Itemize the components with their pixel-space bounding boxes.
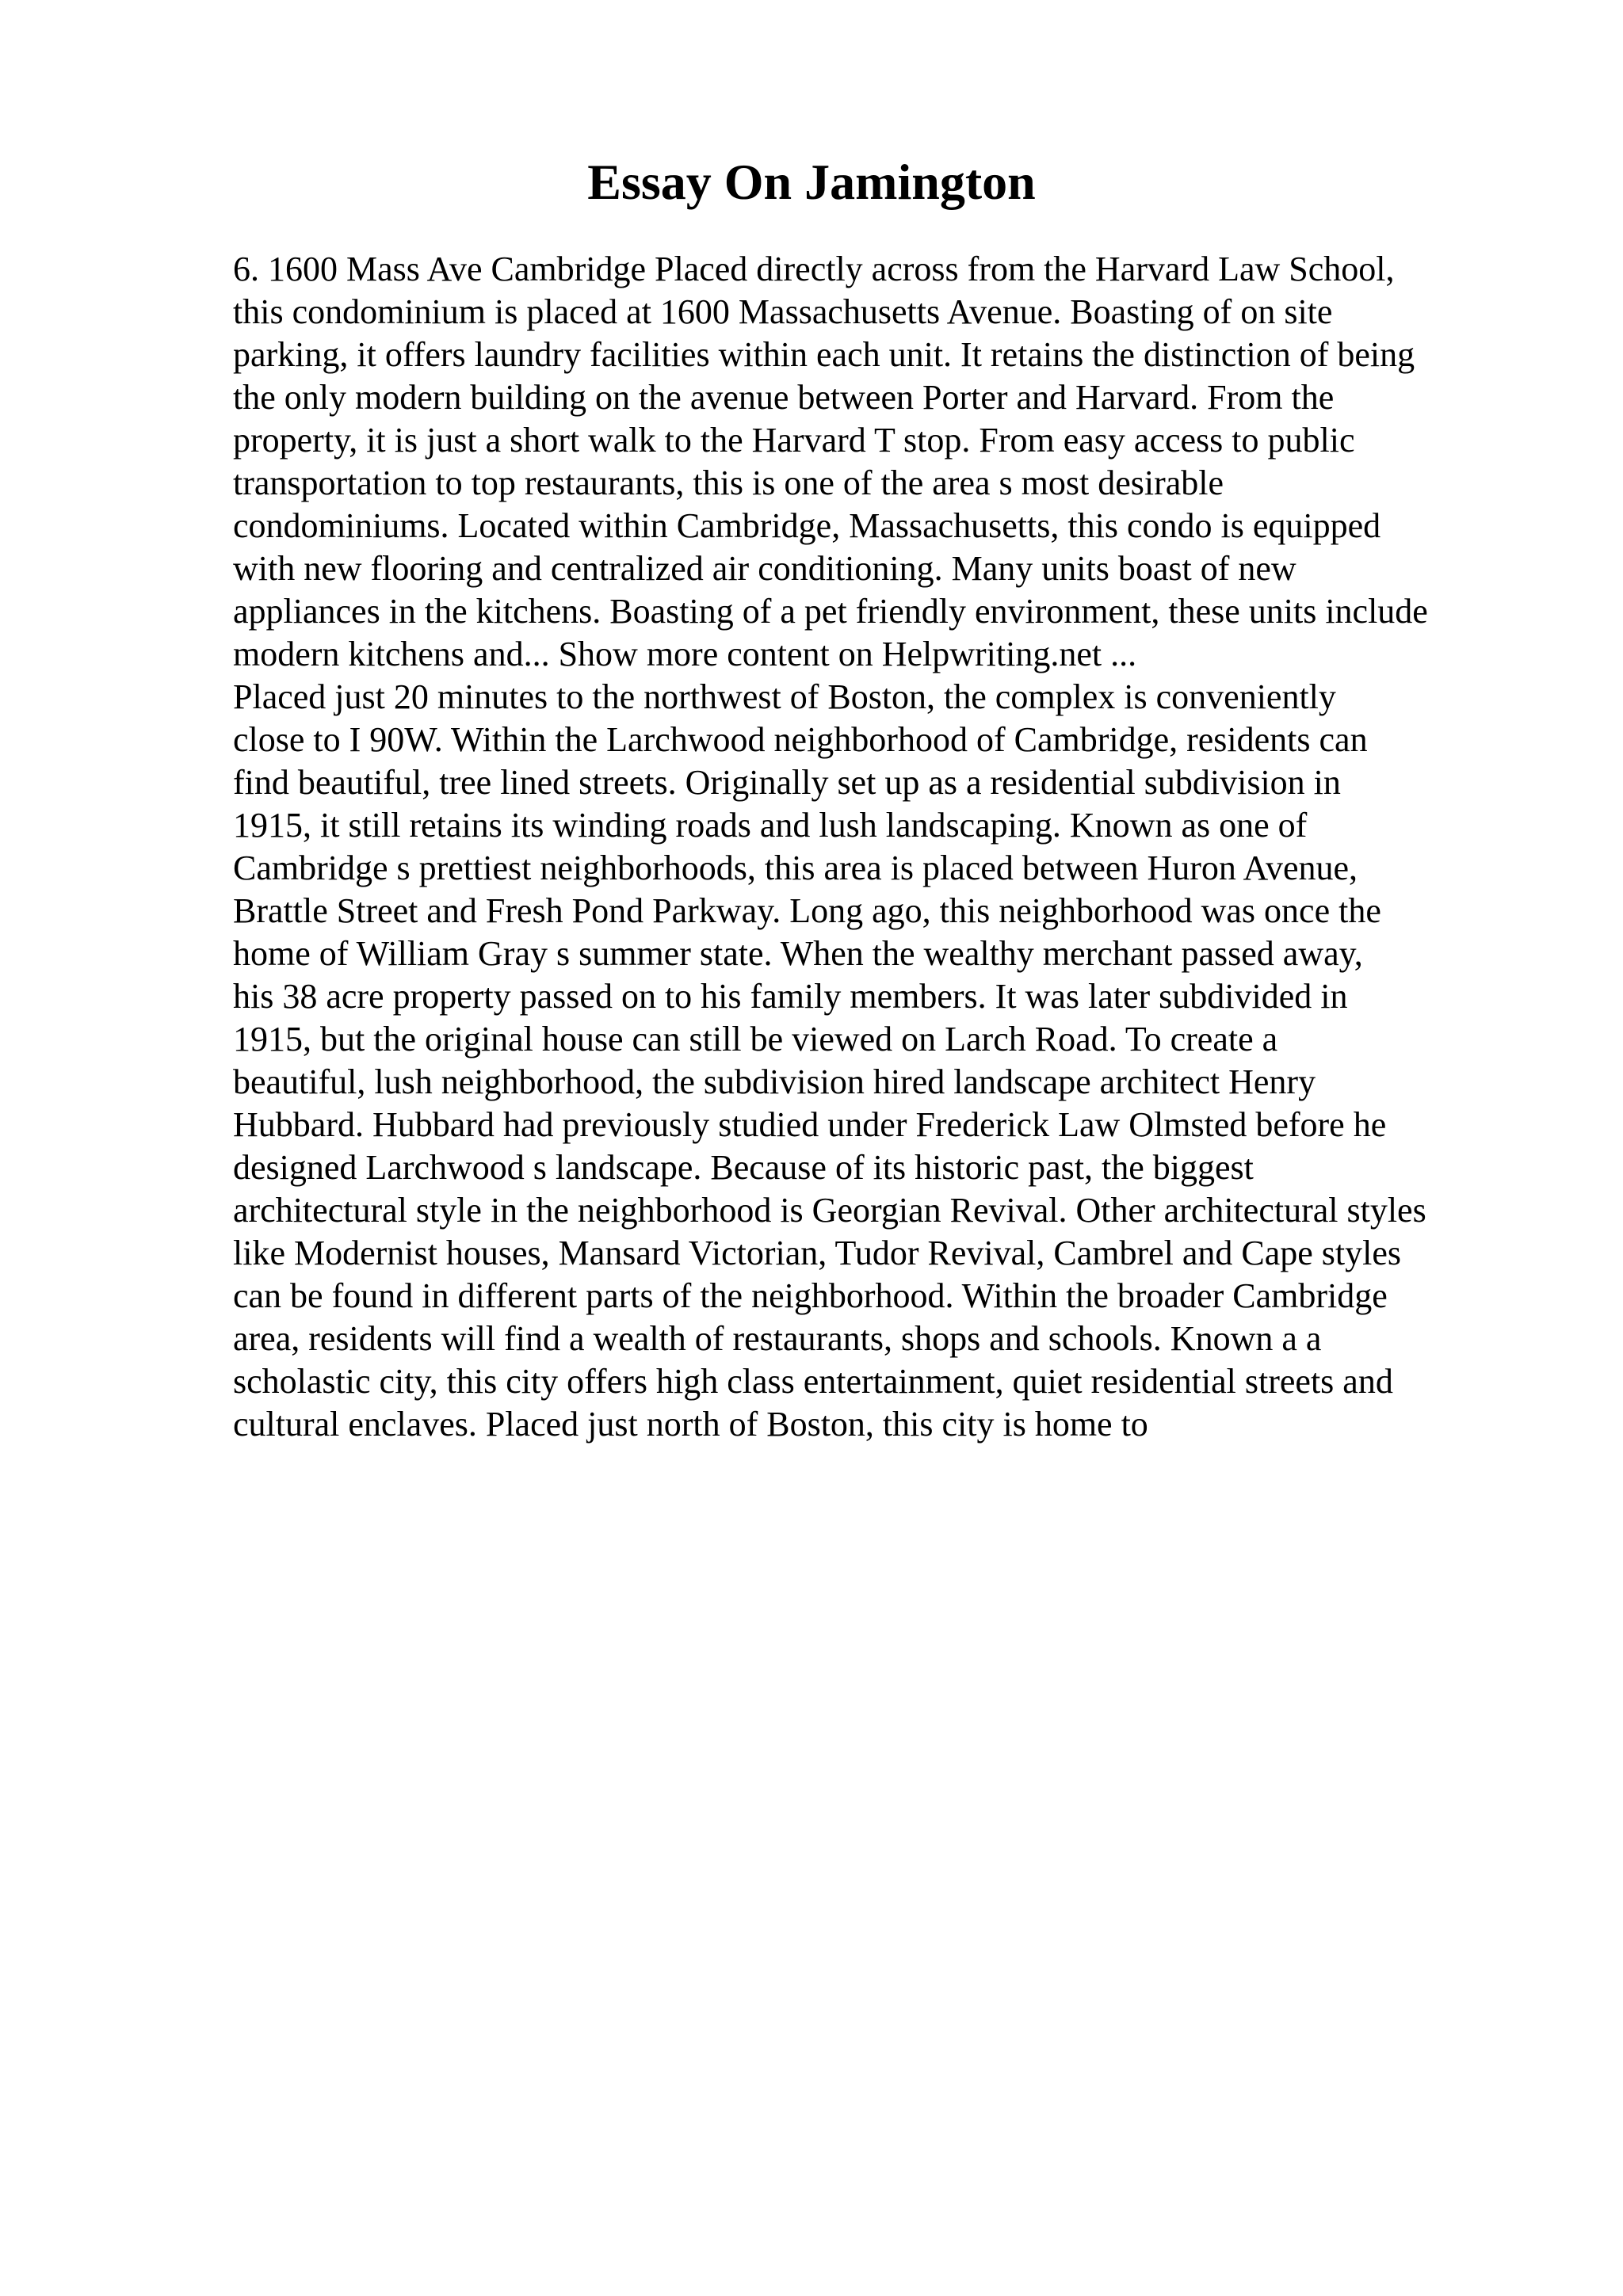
text-line: home of William Gray s summer state. When the wealthy merchant passed away, [233,934,1363,973]
text-line: cultural enclaves. Placed just north of Boston, this city is home to [233,1405,1148,1444]
text-line: property, it is just a short walk to the Harvard T stop. From easy access to public [233,421,1355,460]
text-line: this condominium is placed at 1600 Massachusetts Avenue. Boasting of on site [233,292,1333,331]
text-line: modern kitchens and... Show more content on Helpwriting.net ... [233,635,1137,673]
text-line: Placed just 20 minutes to the northwest of Boston, the complex is conveniently [233,677,1336,716]
page-title: Essay On Jamington [587,154,1036,210]
text-line: the only modern building on the avenue between Porter and Harvard. From the [233,378,1335,417]
text-line: parking, it offers laundry facilities within each unit. It retains the distinction of being [233,335,1415,374]
text-line: designed Larchwood s landscape. Because of its historic past, the biggest [233,1148,1254,1187]
text-line: condominiums. Located within Cambridge, Massachusetts, this condo is equipped [233,506,1381,545]
text-line: area, residents will find a wealth of restaurants, shops and schools. Known a a [233,1319,1322,1358]
text-line: architectural style in the neighborhood is Georgian Revival. Other architectural styles [233,1191,1426,1230]
text-line: Brattle Street and Fresh Pond Parkway. Long ago, this neighborhood was once the [233,891,1381,930]
text-line: find beautiful, tree lined streets. Originally set up as a residential subdivision in [233,763,1341,802]
text-line: like Modernist houses, Mansard Victorian, Tudor Revival, Cambrel and Cape styles [233,1234,1402,1272]
text-line: transportation to top restaurants, this is one of the area s most desirable [233,463,1224,502]
text-line: can be found in different parts of the neighborhood. Within the broader Cambridge [233,1276,1388,1315]
text-line: close to I 90W. Within the Larchwood neighborhood of Cambridge, residents can [233,720,1368,759]
text-line: his 38 acre property passed on to his family members. It was later subdivided in [233,977,1348,1016]
text-line: 6. 1600 Mass Ave Cambridge Placed directly across from the Harvard Law School, [233,250,1395,288]
text-line: scholastic city, this city offers high class entertainment, quiet residential streets and [233,1362,1393,1401]
essay-body [233,248,1517,1446]
text-line: Cambridge s prettiest neighborhoods, this area is placed between Huron Avenue, [233,849,1358,887]
text-line: Hubbard. Hubbard had previously studied under Frederick Law Olmsted before he [233,1105,1387,1144]
text-line: 1915, it still retains its winding roads and lush landscaping. Known as one of [233,806,1308,845]
text-line: 1915, but the original house can still be viewed on Larch Road. To create a [233,1020,1278,1058]
text-line: appliances in the kitchens. Boasting of a pet friendly environment, these units include [233,592,1428,631]
text-line: beautiful, lush neighborhood, the subdivision hired landscape architect Henry [233,1062,1316,1101]
text-line: with new flooring and centralized air conditioning. Many units boast of new [233,549,1296,588]
